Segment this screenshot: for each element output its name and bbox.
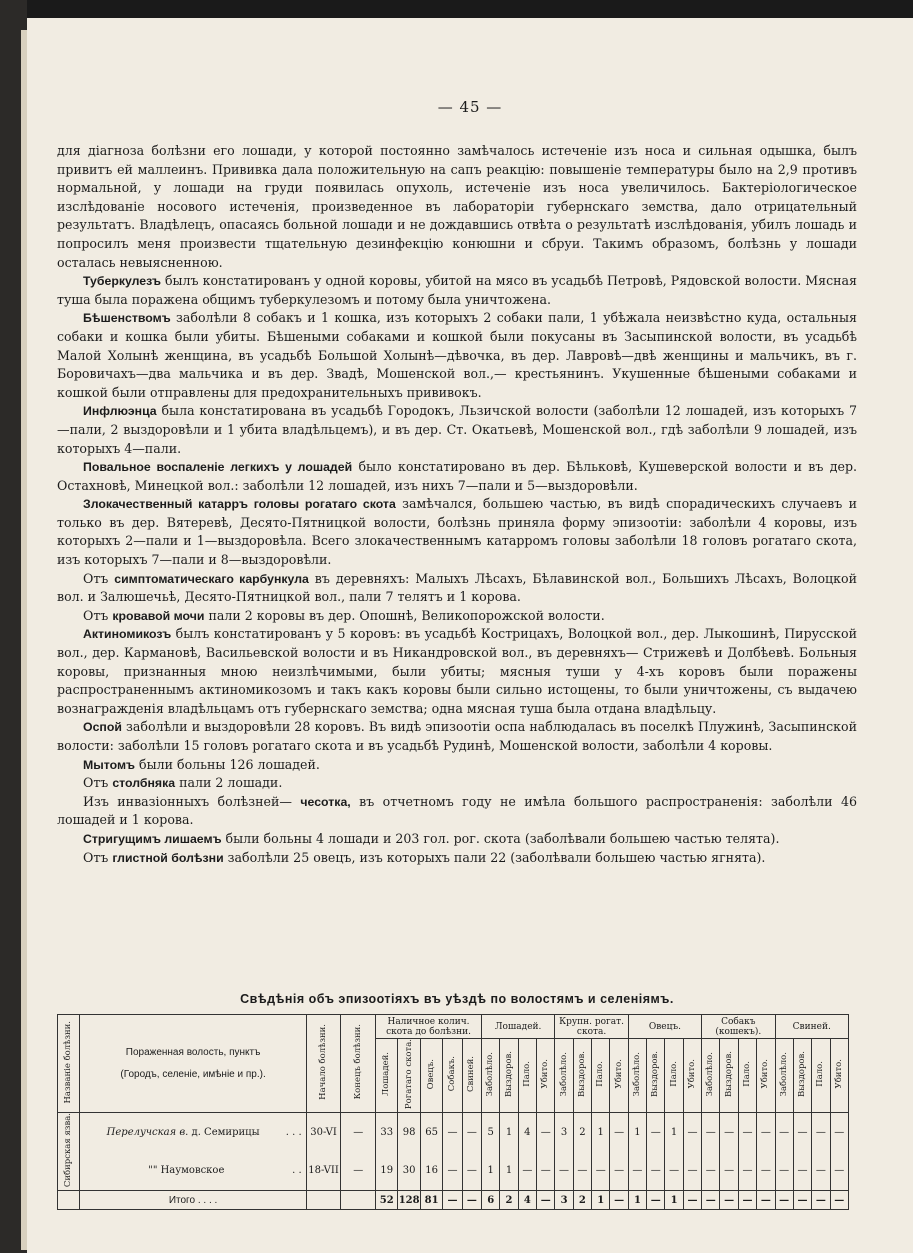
- th-subcolumn: Свиней.: [462, 1039, 481, 1113]
- table-cell: 2: [500, 1191, 518, 1210]
- table-cell: —: [830, 1191, 848, 1210]
- table-cell: —: [443, 1152, 462, 1191]
- table-cell: 4: [518, 1113, 536, 1152]
- paragraph: [57, 718, 857, 755]
- table-cell: —: [775, 1113, 793, 1152]
- table-cell: —: [720, 1152, 738, 1191]
- start-date-cell: 30-VI: [306, 1113, 341, 1152]
- table-cell: 128: [398, 1191, 420, 1210]
- th-group-stock: Наличное колич. скота до болѣзни.: [376, 1015, 482, 1039]
- th-subcolumn: Пало.: [518, 1039, 536, 1113]
- table-cell: —: [793, 1113, 811, 1152]
- th-subcolumn: Пало.: [812, 1039, 830, 1113]
- paragraph: [57, 607, 857, 626]
- table-cell: —: [812, 1113, 830, 1152]
- table-cell: —: [830, 1113, 848, 1152]
- table-cell: —: [830, 1152, 848, 1191]
- th-group-horses: Лошадей.: [482, 1015, 555, 1039]
- end-date-cell: —: [341, 1113, 376, 1152]
- table-cell: —: [683, 1152, 701, 1191]
- table-cell: —: [812, 1152, 830, 1191]
- end-date-cell: —: [341, 1152, 376, 1191]
- table-cell: 2: [573, 1113, 591, 1152]
- table-cell: 3: [555, 1191, 573, 1210]
- start-date-cell: 18-VII: [306, 1152, 341, 1191]
- paragraph: [57, 793, 857, 830]
- th-subcolumn: Убито.: [830, 1039, 848, 1113]
- paragraph-text: былъ констатированъ у 5 коровъ: въ усадьбѣ Кострицахъ, Волоцкой вол., дер. Лыкошинѣ, Пирусской вол., дер. Кармановѣ, Васильевской волости и въ Никандровской вол., въ деревняхъ— Стрижевѣ и Долбѣевѣ. Больныя коровы, признанныя мною неизлѣчимыми, были убиты; мясныя туши у 4-хъ коровъ были поражены распространеннымъ актиномикозомъ и такъ какъ коровы были сильно истощены, то были уничтожены, съ выдачею вознагражденія владѣльцамъ отъ губернскаго земства; одна мясная туша была отдана владѣльцу.: [57, 626, 857, 716]
- th-subcolumn: Заболѣло.: [628, 1039, 646, 1113]
- table-cell: 1: [482, 1152, 500, 1191]
- table-cell: 52: [376, 1191, 398, 1210]
- table-cell: —: [738, 1191, 756, 1210]
- table-cell: 81: [420, 1191, 442, 1210]
- table-cell: 30: [398, 1152, 420, 1191]
- th-subcolumn: Убито.: [757, 1039, 775, 1113]
- paragraph: [57, 402, 857, 458]
- total-row: [58, 1191, 849, 1210]
- table-cell: —: [537, 1152, 555, 1191]
- paragraph: [57, 272, 857, 309]
- th-subcolumn: Овецъ.: [420, 1039, 442, 1113]
- table-cell: —: [793, 1152, 811, 1191]
- paragraph: [57, 309, 857, 402]
- disease-name-cell: Сибирская язва.: [58, 1113, 80, 1191]
- disease-keyword: Инфлюэнца: [83, 404, 157, 419]
- table-cell: —: [757, 1191, 775, 1210]
- table-cell: —: [647, 1191, 665, 1210]
- table-cell: 33: [376, 1113, 398, 1152]
- th-subcolumn: Собакъ.: [443, 1039, 462, 1113]
- table-cell: —: [738, 1152, 756, 1191]
- th-subcolumn: Лошадей.: [376, 1039, 398, 1113]
- disease-keyword: столбняка: [112, 776, 176, 791]
- paragraph-text: была констатирована въ усадьбѣ Городокъ, Льзичской волости (заболѣли 12 лошадей, изъ которыхъ 7—пали, 2 выздоровѣли и 1 убита владѣльцемъ), и въ дер. Ст. Окатьевѣ, Мошенской вол., гдѣ заболѣли 9 лошадей, изъ которыхъ 4—пали.: [57, 403, 857, 456]
- table-cell: 5: [482, 1113, 500, 1152]
- th-subcolumn: Заболѣло.: [702, 1039, 720, 1113]
- paragraph: [57, 458, 857, 495]
- table-row: [58, 1113, 849, 1152]
- table-cell: 1: [665, 1191, 683, 1210]
- table-cell: 1: [628, 1191, 646, 1210]
- paragraph: [57, 570, 857, 607]
- th-start: Начало болѣзни.: [306, 1015, 341, 1113]
- th-end: Конецъ болѣзни.: [341, 1015, 376, 1113]
- table-cell: —: [462, 1152, 481, 1191]
- th-subcolumn: Пало.: [592, 1039, 610, 1113]
- table-cell: —: [610, 1191, 628, 1210]
- th-group-pigs: Свиней.: [775, 1015, 849, 1039]
- adjacent-page-strip: [0, 0, 27, 1253]
- table-title: Свѣдѣнія объ эпизоотіяхъ въ уѣздѣ по волостямъ и селеніямъ.: [240, 992, 674, 1006]
- table-cell: —: [702, 1191, 720, 1210]
- table-cell: —: [443, 1191, 462, 1210]
- table-cell: 1: [665, 1113, 683, 1152]
- paragraph-text: Отъ: [83, 849, 113, 865]
- table-cell: —: [720, 1191, 738, 1210]
- th-subcolumn: Пало.: [738, 1039, 756, 1113]
- paragraph-text: было констатировано въ дер. Бѣльковѣ, Кушеверской волости и въ дер. Остахновѣ, Минецкой вол.: заболѣли 12 лошадей, изъ нихъ 7—пали и 5—выздоровѣли.: [57, 459, 858, 493]
- table-cell: —: [647, 1113, 665, 1152]
- paragraph-text: Отъ: [83, 607, 113, 623]
- table-cell: 1: [500, 1152, 518, 1191]
- disease-keyword: Злокачественный катарръ головы рогатаго скота: [83, 497, 396, 512]
- table-cell: —: [443, 1113, 462, 1152]
- table-cell: —: [775, 1191, 793, 1210]
- table-cell: —: [702, 1113, 720, 1152]
- th-subcolumn: Рогатаго скота.: [398, 1039, 420, 1113]
- table-cell: 16: [420, 1152, 442, 1191]
- th-subcolumn: Выздоров.: [720, 1039, 738, 1113]
- th-group-sheep: Овецъ.: [628, 1015, 701, 1039]
- th-subcolumn: Заболѣло.: [482, 1039, 500, 1113]
- table-cell: —: [462, 1191, 481, 1210]
- disease-keyword: глистной болѣзни: [112, 850, 224, 865]
- table-cell: —: [757, 1113, 775, 1152]
- paragraph-text: заболѣли и выздоровѣли 28 коровъ. Въ видѣ эпизоотіи оспа наблюдалась въ поселкѣ Плужинѣ, Засыпинской волости: заболѣли 15 головъ рогатаго скота и въ усадьбѣ Рудинѣ, Мошенской волости, заболѣли 4 коровы.: [57, 719, 857, 753]
- disease-keyword: кровавой мочи: [112, 608, 205, 623]
- table-cell: —: [720, 1113, 738, 1152]
- body-text: [57, 142, 857, 867]
- table-cell: —: [757, 1152, 775, 1191]
- paragraph: [57, 756, 857, 775]
- table-cell: 3: [555, 1113, 573, 1152]
- paragraph-text: замѣчался, большею частью, въ видѣ спорадическихъ случаевъ и только въ дер. Вятеревѣ, Десято-Пятницкой волости, болѣзнь приняла форму эпизоотіи: заболѣли 4 коровы, изъ которыхъ 2—пали и 1—выздоровѣла. Всего злокачественнымъ катарромъ головы заболѣли 18 головъ рогатаго скота, изъ которыхъ 7—пали и 8—выздоровѣли.: [57, 496, 857, 568]
- table-cell: —: [683, 1191, 701, 1210]
- table-cell: —: [462, 1113, 481, 1152]
- epizootic-table: [57, 1014, 849, 1210]
- table-cell: 98: [398, 1113, 420, 1152]
- table-cell: 1: [628, 1113, 646, 1152]
- table-cell: 6: [482, 1191, 500, 1210]
- table-cell: 65: [420, 1113, 442, 1152]
- table-cell: —: [665, 1152, 683, 1191]
- paragraph-text: въ отчетномъ году не имѣла большого распространенія: заболѣли 46 лошадей и 1 корова.: [57, 793, 857, 828]
- paragraph-text: Отъ: [83, 775, 113, 791]
- table-cell: 1: [500, 1113, 518, 1152]
- document-page: [27, 18, 913, 1253]
- th-group-dogs: Собакъ (кошекъ).: [702, 1015, 775, 1039]
- empty-cell: [341, 1191, 376, 1210]
- paragraph: [57, 830, 857, 849]
- paragraph-text: былъ констатированъ у одной коровы, убитой на мясо въ усадьбѣ Петровѣ, Рядовской волости. Мясная туша была поражена общимъ туберкулезомъ и потому была уничтожена.: [57, 273, 857, 307]
- empty-cell: [58, 1191, 80, 1210]
- th-subcolumn: Убито.: [683, 1039, 701, 1113]
- th-subcolumn: Выздоров.: [647, 1039, 665, 1113]
- paragraph-text: пали 2 лошади.: [175, 775, 283, 791]
- place-cell: Перелучская в. д. Семирицы . . .: [80, 1113, 306, 1152]
- table-cell: 19: [376, 1152, 398, 1191]
- disease-keyword: Оспой: [83, 720, 122, 735]
- table-row: [58, 1152, 849, 1191]
- table-cell: —: [683, 1113, 701, 1152]
- disease-keyword: Бѣшенствомъ: [83, 311, 171, 326]
- th-subcolumn: Убито.: [610, 1039, 628, 1113]
- th-group-cattle: Крупн. рогат. скота.: [555, 1015, 628, 1039]
- th-place: Пораженная волость, пунктъ (Городъ, селеніе, имѣніе и пр.).: [80, 1015, 306, 1113]
- th-subcolumn: Убито.: [537, 1039, 555, 1113]
- table-cell: —: [793, 1191, 811, 1210]
- disease-keyword: симптоматическаго карбункула: [114, 571, 309, 586]
- disease-keyword: Повальное воспаленіе легкихъ у лошадей: [83, 460, 353, 475]
- paragraph: [57, 495, 857, 569]
- total-label-cell: Итого . . . .: [80, 1191, 306, 1210]
- table-cell: 1: [592, 1191, 610, 1210]
- paragraph-text: пали 2 коровы въ дер. Опошнѣ, Великопорожской волости.: [204, 607, 605, 623]
- table-cell: —: [592, 1152, 610, 1191]
- paragraph-text: Отъ: [83, 570, 115, 586]
- th-subcolumn: Выздоров.: [573, 1039, 591, 1113]
- table-cell: —: [537, 1113, 555, 1152]
- paragraph-text: въ деревняхъ: Малыхъ Лѣсахъ, Бѣлавинской вол., Большихъ Лѣсахъ, Волоцкой вол. и Залюшечьѣ, Десято-Пятницкой вол., пали 7 телятъ и 1 корова.: [57, 570, 857, 605]
- th-subcolumn: Выздоров.: [793, 1039, 811, 1113]
- table-cell: 1: [592, 1113, 610, 1152]
- th-subcolumn: Заболѣло.: [775, 1039, 793, 1113]
- th-subcolumn: Заболѣло.: [555, 1039, 573, 1113]
- table-cell: —: [628, 1152, 646, 1191]
- paragraph-text: заболѣли 8 собакъ и 1 кошка, изъ которыхъ 2 собаки пали, 1 убѣжала неизвѣстно куда, остальныя собаки и кошка были убиты. Бѣшеными собаками и кошкой были покусаны въ Засыпинской волости, въ усадьбѣ Малой Холынѣ женщина, въ усадьбѣ Большой Холынѣ—дѣвочка, въ дер. Лавровѣ—двѣ женщины и мальчикъ, въ г. Боровичахъ—два мальчика и въ дер. Звадѣ, Мошенской вол.,— крестьянинъ. Укушенные бѣшеными собаками и кошкой были отправлены для предохранительныхъ прививокъ.: [57, 310, 857, 400]
- th-disease: Названіе болѣзни.: [58, 1015, 80, 1113]
- table-cell: —: [610, 1113, 628, 1152]
- page-number: — 45 —: [437, 98, 503, 116]
- disease-keyword: Актиномикозъ: [83, 627, 172, 642]
- disease-keyword: Стригущимъ лишаемъ: [83, 831, 222, 846]
- th-subcolumn: Выздоров.: [500, 1039, 518, 1113]
- table-cell: —: [702, 1152, 720, 1191]
- paragraph-text: заболѣли 25 овецъ, изъ которыхъ пали 22 (заболѣвали большею частью ягнята).: [223, 849, 766, 865]
- table-cell: —: [555, 1152, 573, 1191]
- paragraph: [57, 142, 857, 272]
- paragraph-text: Изъ инвазіонныхъ болѣзней—: [83, 793, 301, 809]
- table-cell: 4: [518, 1191, 536, 1210]
- table-cell: —: [573, 1152, 591, 1191]
- paragraph: [57, 625, 857, 718]
- paragraph: [57, 774, 857, 793]
- paragraph-text: были больны 4 лошади и 203 гол. рог. скота (заболѣвали большею частью телята).: [221, 830, 780, 846]
- table-cell: —: [537, 1191, 555, 1210]
- table-cell: —: [738, 1113, 756, 1152]
- table-cell: —: [518, 1152, 536, 1191]
- th-subcolumn: Пало.: [665, 1039, 683, 1113]
- table-cell: —: [610, 1152, 628, 1191]
- empty-cell: [306, 1191, 341, 1210]
- paragraph-text: для діагноза болѣзни его лошади, у которой постоянно замѣчалось истеченіе изъ носа и сильная одышка, былъ привитъ ей маллеинъ. Прививка дала положительную на сапъ реакцію: повышеніе температуры было на 2,9 противъ нормальной, у лошади на груди появилась опухоль, истеченіе изъ носа увеличилось. Бактеріологическое изслѣдованіе носового истеченія, произведенное въ лабораторіи губернскаго земства, дало отрицательный результатъ. Владѣлецъ, опасаясь больной лошади и не дождавшись отвѣта о результатѣ изслѣдованія, убилъ лошадь и попросилъ меня произвести тщательную дезинфекцію конюшни и сбруи. Такимъ образомъ, болѣзнь у лошади осталась невыясненною.: [57, 143, 857, 270]
- place-cell: "" Наумовское . .: [80, 1152, 306, 1191]
- disease-keyword: Туберкулезъ: [83, 274, 161, 289]
- table-cell: —: [812, 1191, 830, 1210]
- table-cell: 2: [573, 1191, 591, 1210]
- paragraph-text: были больны 126 лошадей.: [135, 756, 320, 772]
- paragraph: [57, 849, 857, 868]
- table-cell: —: [647, 1152, 665, 1191]
- disease-keyword: чесотка,: [300, 794, 351, 809]
- disease-keyword: Мытомъ: [83, 757, 136, 772]
- table-cell: —: [775, 1152, 793, 1191]
